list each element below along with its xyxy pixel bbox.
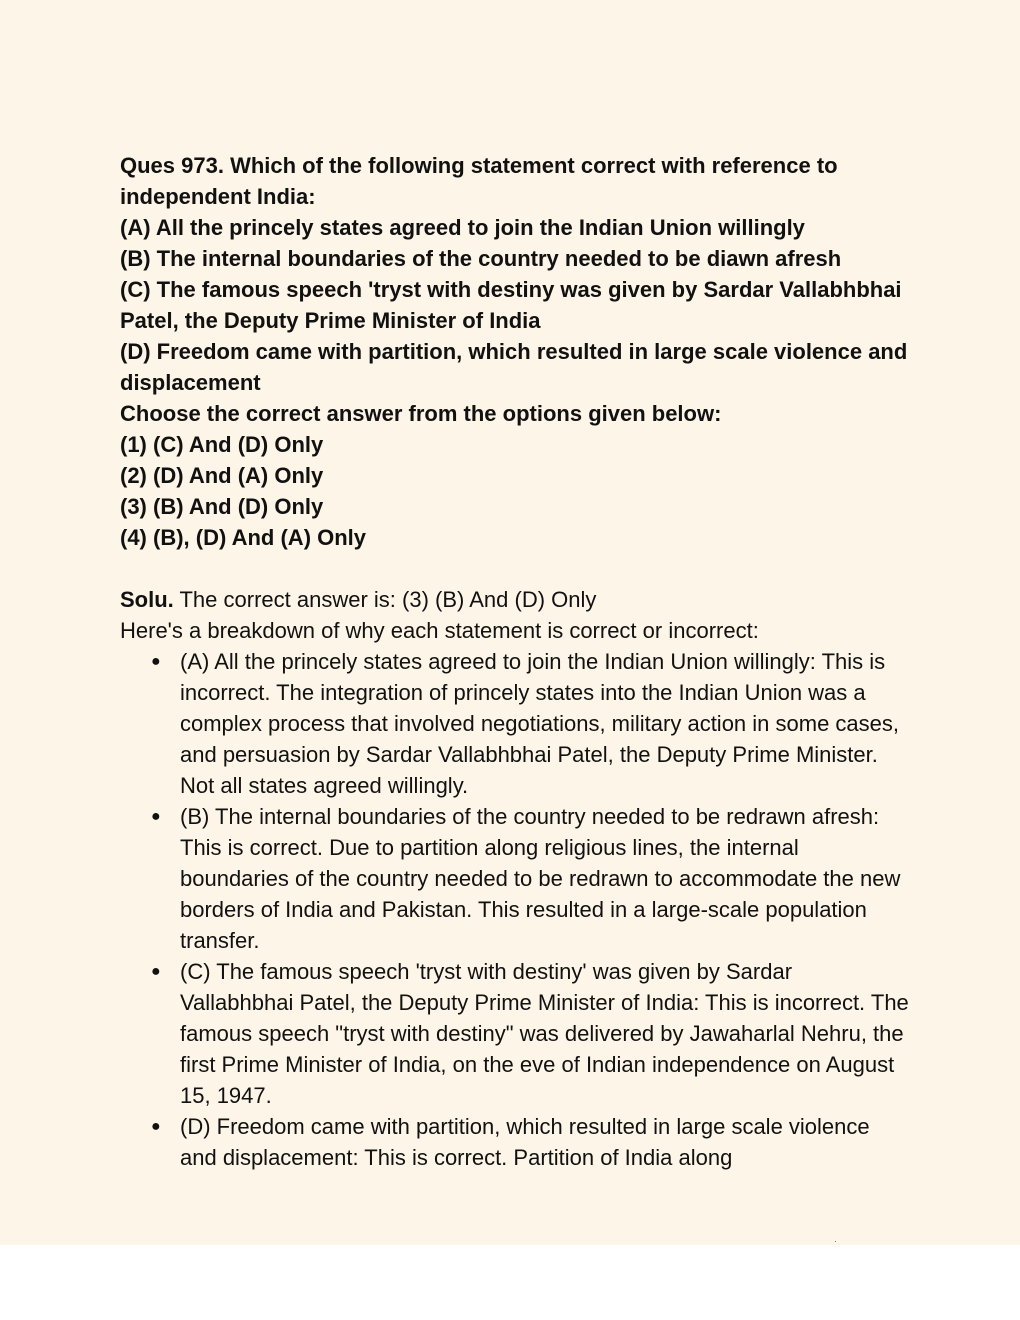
answer-choice-3: (3) (B) And (D) Only xyxy=(120,494,324,519)
solution-answer-line xyxy=(120,584,910,615)
question-option-d: (D) Freedom came with partition, which resulted in large scale violence and displacement xyxy=(120,339,908,395)
bullet-icon: ● xyxy=(151,653,161,670)
answer-choice-4: (4) (B), (D) And (A) Only xyxy=(120,525,367,550)
explanation-c: (C) The famous speech 'tryst with destiny' was given by Sardar Vallabhbhai Patel, the Deputy Prime Minister of India: This is incorrect. The famous speech "tryst with destiny" was delivered by Jawaharlal Nehru, the first Prime Minister of India, on the eve of Indian independence on August 15, 1947. xyxy=(180,959,909,1108)
question-instruction: Choose the correct answer from the options given below: xyxy=(120,401,722,426)
list-item xyxy=(120,1111,910,1173)
question-option-a: (A) All the princely states agreed to join the Indian Union willingly xyxy=(120,215,805,240)
bullet-icon: ● xyxy=(151,1118,161,1135)
question-option-b: (B) The internal boundaries of the country needed to be diawn afresh xyxy=(120,246,842,271)
answer-choice-1: (1) (C) And (D) Only xyxy=(120,432,324,457)
explanation-list xyxy=(120,646,910,1173)
section-spacer xyxy=(120,553,910,584)
list-item xyxy=(120,801,910,956)
bullet-icon: ● xyxy=(151,808,161,825)
solution-label: Solu. xyxy=(120,587,174,612)
page-dot-mark xyxy=(835,1241,836,1242)
explanation-a: (A) All the princely states agreed to join the Indian Union willingly: This is incorrect. The integration of princely states into the Indian Union was a complex process that involved negotiations, military action in some cases, and persuasion by Sardar Vallabhbhai Patel, the Deputy Prime Minister. Not all states agreed willingly. xyxy=(180,649,900,798)
question-heading: Ques 973. Which of the following statement correct with reference to independent India: xyxy=(120,153,838,209)
list-item xyxy=(120,646,910,801)
question-option-c: (C) The famous speech 'tryst with destiny was given by Sardar Vallabhbhai Patel, the Deputy Prime Minister of India xyxy=(120,277,902,333)
document-content xyxy=(120,150,910,1173)
explanation-d: (D) Freedom came with partition, which resulted in large scale violence and displacement: This is correct. Partition of India along xyxy=(180,1114,870,1170)
solution-intro: Here's a breakdown of why each statement is correct or incorrect: xyxy=(120,618,759,643)
list-item xyxy=(120,956,910,1111)
solution-answer: The correct answer is: (3) (B) And (D) Only xyxy=(173,587,597,612)
bullet-icon: ● xyxy=(151,963,161,980)
explanation-b: (B) The internal boundaries of the country needed to be redrawn afresh: This is correct. Due to partition along religious lines, the internal boundaries of the country needed to be redrawn to accommodate the new borders of India and Pakistan. This resulted in a large-scale population transfer. xyxy=(180,804,901,953)
answer-choice-2: (2) (D) And (A) Only xyxy=(120,463,324,488)
